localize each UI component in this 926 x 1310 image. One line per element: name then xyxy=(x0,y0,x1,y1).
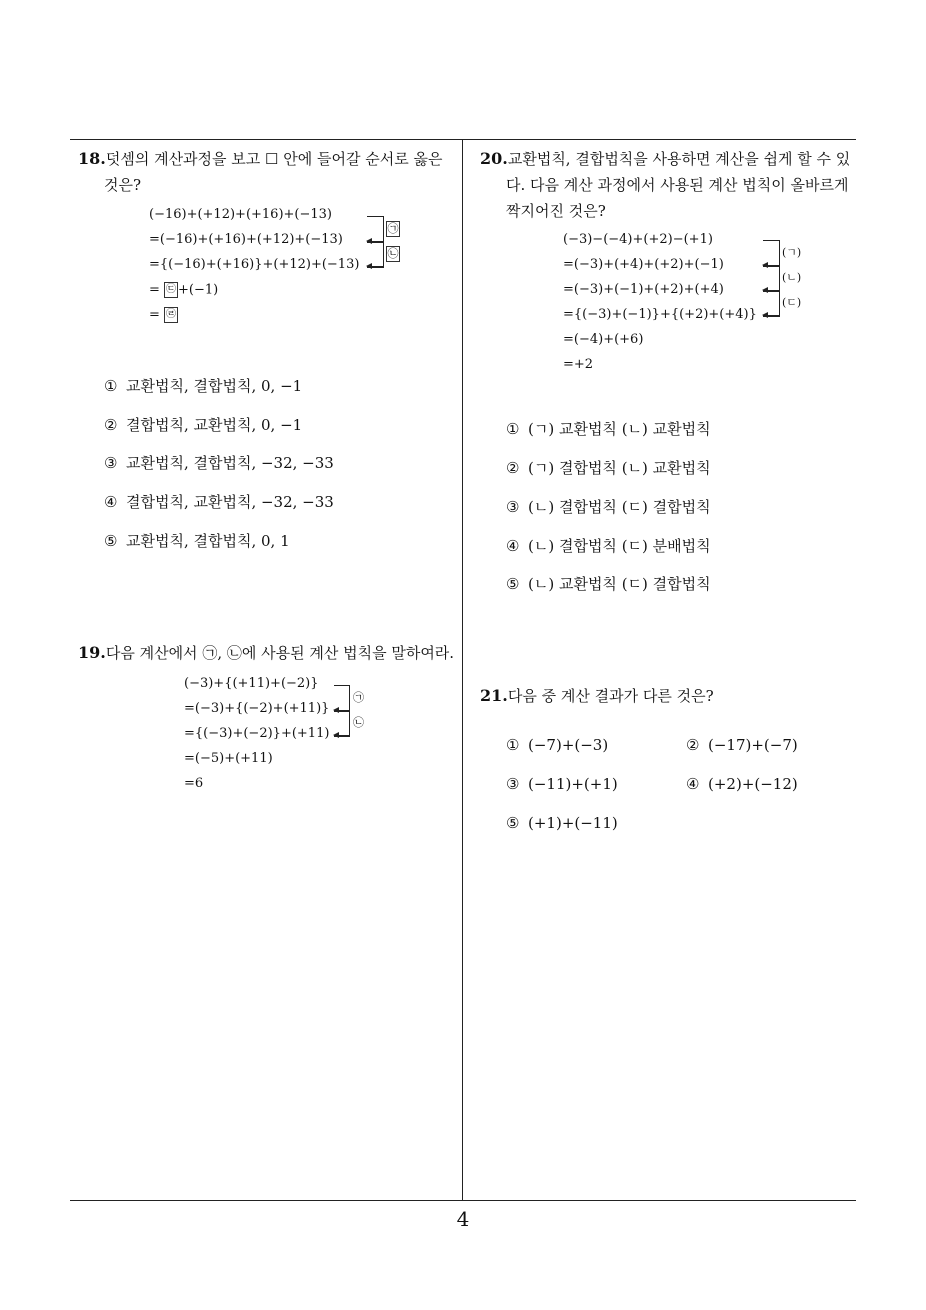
top-rule xyxy=(70,139,856,140)
calc-line: =(−3)+{(−2)+(+11)} xyxy=(184,701,330,716)
question-21-prompt xyxy=(480,683,864,709)
bottom-rule xyxy=(70,1200,856,1201)
question-21 xyxy=(480,683,864,709)
option-2[interactable]: ② (−17)+(−7) xyxy=(686,736,798,754)
calc-line: =+2 xyxy=(563,357,594,372)
calc-line: (−3)+{(+11)+(−2)} xyxy=(184,676,319,691)
option-4[interactable]: ④ 결합법칙, 교환법칙, −32, −33 xyxy=(104,493,334,511)
option-2[interactable]: ② 결합법칙, 교환법칙, 0, −1 xyxy=(104,416,303,434)
calc-line: ={(−3)+(−1)}+{(+2)+(+4)} xyxy=(563,307,757,322)
mark-label: (ㄷ) xyxy=(782,296,802,309)
mark-label: ㉠ xyxy=(353,691,364,704)
question-number: 19. xyxy=(78,643,106,662)
calc-line: = ㉣ xyxy=(149,307,177,323)
question-text: 다음 계산에서 ㉠, ㉡에 사용된 계산 법칙을 말하여라. xyxy=(105,644,455,662)
question-text: 교환법칙, 결합법칙을 사용하면 계산을 쉽게 할 수 있 xyxy=(507,150,851,168)
question-number: 21. xyxy=(480,686,508,705)
option-3[interactable]: ③ (−11)+(+1) xyxy=(506,775,618,793)
calc-line: (−3)−(−4)+(+2)−(+1) xyxy=(563,232,713,247)
option-4[interactable]: ④ (ㄴ) 결합법칙 (ㄷ) 분배법칙 xyxy=(506,537,711,555)
option-2[interactable]: ② (ㄱ) 결합법칙 (ㄴ) 교환법칙 xyxy=(506,459,711,477)
question-18-prompt xyxy=(78,146,458,172)
calc-line: =(−3)+(+4)+(+2)+(−1) xyxy=(563,257,724,272)
option-5[interactable]: ⑤ (+1)+(−11) xyxy=(506,814,618,832)
option-3[interactable]: ③ (ㄴ) 결합법칙 (ㄷ) 결합법칙 xyxy=(506,498,711,516)
arrow xyxy=(763,315,779,316)
page-number: 4 xyxy=(456,1207,470,1231)
calc-line: =(−3)+(−1)+(+2)+(+4) xyxy=(563,282,724,297)
option-4[interactable]: ④ (+2)+(−12) xyxy=(686,775,798,793)
q19-calculation xyxy=(184,676,404,801)
q18-calculation xyxy=(149,207,419,332)
mark-label: ㉡ xyxy=(353,716,364,729)
question-20 xyxy=(480,146,864,224)
blank-box: ㉣ xyxy=(164,307,178,323)
option-1[interactable]: ① 교환법칙, 결합법칙, 0, −1 xyxy=(104,377,303,395)
option-5[interactable]: ⑤ (ㄴ) 교환법칙 (ㄷ) 결합법칙 xyxy=(506,575,711,593)
mark-label: ㉡ xyxy=(387,247,399,260)
option-1[interactable]: ① (−7)+(−3) xyxy=(506,736,609,754)
arrow xyxy=(367,266,383,267)
question-text: 덧셈의 계산과정을 보고 ☐ 안에 들어갈 순서로 옳은 xyxy=(105,150,443,168)
mark-label: (ㄱ) xyxy=(782,246,802,259)
question-number: 20. xyxy=(480,149,508,168)
option-1[interactable]: ① (ㄱ) 교환법칙 (ㄴ) 교환법칙 xyxy=(506,420,711,438)
calc-line: =(−16)+(+16)+(+12)+(−13) xyxy=(149,232,343,247)
calc-line: =(−4)+(+6) xyxy=(563,332,644,347)
arrow xyxy=(334,735,349,736)
column-divider xyxy=(462,139,463,1200)
calc-line: (−16)+(+12)+(+16)+(−13) xyxy=(149,207,332,222)
calc-line: ={(−16)+(+16)}+(+12)+(−13) xyxy=(149,257,360,272)
calc-line: ={(−3)+(−2)}+(+11) xyxy=(184,726,330,741)
q20-calculation xyxy=(563,232,813,382)
calc-line: =(−5)+(+11) xyxy=(184,751,273,766)
question-18 xyxy=(78,146,458,198)
mark-label: (ㄴ) xyxy=(782,271,802,284)
option-5[interactable]: ⑤ 교환법칙, 결합법칙, 0, 1 xyxy=(104,532,290,550)
blank-box: ㉢ xyxy=(164,282,178,298)
question-text-cont: 다. 다음 계산 과정에서 사용된 계산 법칙이 올바르게 xyxy=(506,176,849,194)
question-19-prompt xyxy=(78,640,458,666)
question-text: 다음 중 계산 결과가 다른 것은? xyxy=(507,687,714,705)
calc-line: = ㉢ +(−1) xyxy=(149,282,219,298)
question-text-cont: 것은? xyxy=(104,176,142,194)
question-20-prompt xyxy=(480,146,864,172)
question-text-cont: 짝지어진 것은? xyxy=(506,202,606,220)
mark-label: ㉠ xyxy=(387,222,399,235)
question-number: 18. xyxy=(78,149,106,168)
calc-line: =6 xyxy=(184,776,204,791)
question-19 xyxy=(78,640,458,666)
option-3[interactable]: ③ 교환법칙, 결합법칙, −32, −33 xyxy=(104,454,334,472)
